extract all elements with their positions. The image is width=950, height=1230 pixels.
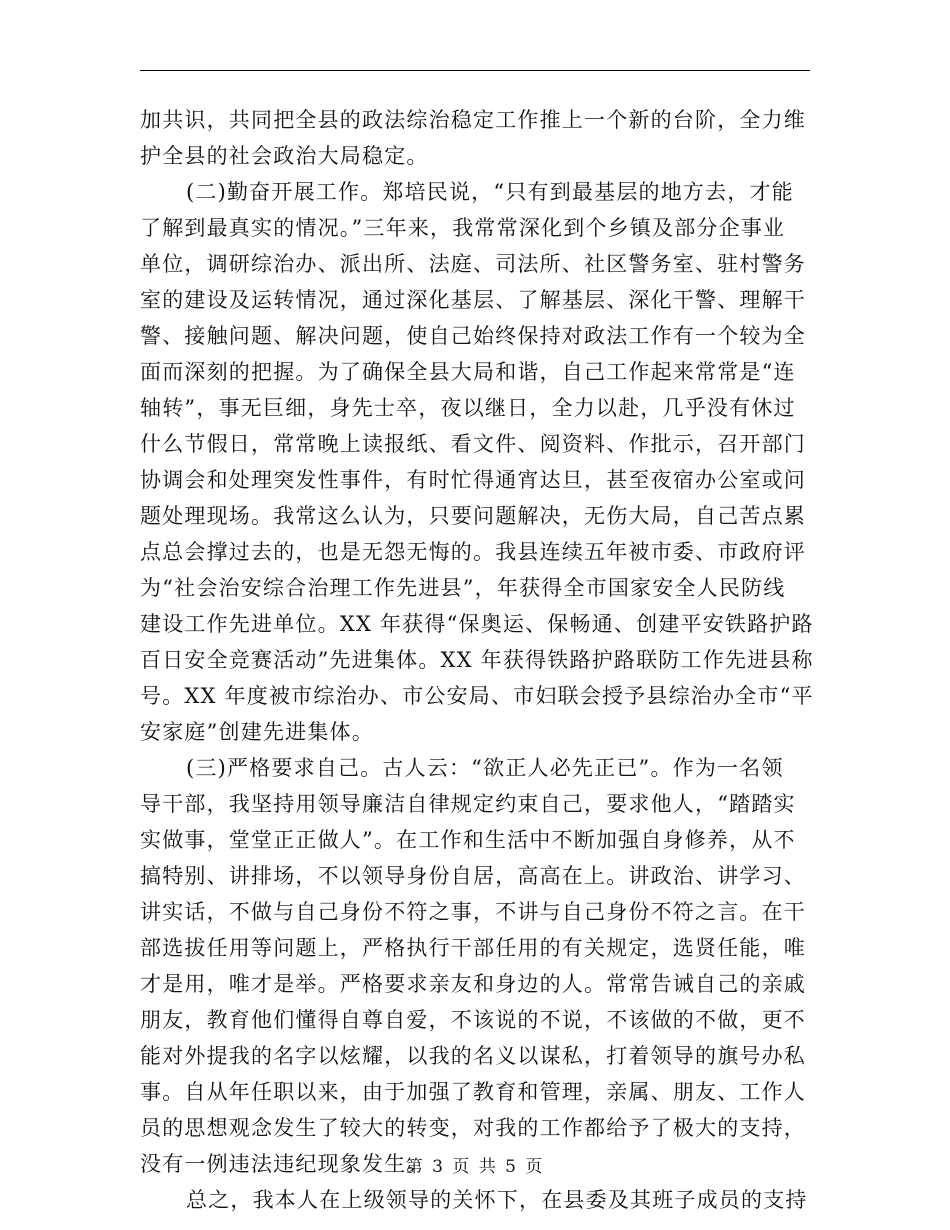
text-line: 警、接触问题、解决问题，使自己始终保持对政法工作有一个较为全 — [140, 324, 806, 348]
document-body — [140, 102, 814, 1218]
text-line: 搞特别、讲排场，不以领导身份自居，高高在上。讲政治、讲学习、 — [140, 864, 806, 888]
text-line: 百日安全竞赛活动”先进集体。XX 年获得铁路护路联防工作先进县称 — [140, 648, 814, 672]
text-line: 室的建设及运转情况，通过深化基层、了解基层、深化干警、理解干 — [140, 288, 806, 312]
text-line: 讲实话，不做与自己身份不符之事，不讲与自己身份不符之言。在干 — [140, 900, 806, 924]
text-line: 部选拔任用等问题上，严格执行干部任用的有关规定，选贤任能，唯 — [140, 936, 806, 960]
text-line: 什么节假日，常常晚上读报纸、看文件、阅资料、作批示，召开部门 — [140, 432, 806, 456]
text-line: 建设工作先进单位。XX 年获得“保奥运、保畅通、创建平安铁路护路 — [140, 612, 814, 636]
text-line: 为“社会治安综合治理工作先进县”，年获得全市国家安全人民防线 — [140, 576, 786, 600]
text-line: 员的思想观念发生了较大的转变，对我的工作都给予了极大的支持， — [140, 1116, 806, 1140]
paragraph-start-line: 总之，我本人在上级领导的关怀下，在县委及其班子成员的支持 — [186, 1188, 808, 1212]
header-rule — [140, 70, 810, 71]
text-line: 事。自从年任职以来，由于加强了教育和管理，亲属、朋友、工作人 — [140, 1080, 806, 1104]
paragraph-start-line: (三)严格要求自己。古人云：“欲正人必先正已”。作为一名领 — [186, 756, 784, 780]
text-line: 题处理现场。我常这么认为，只要问题解决，无伤大局，自己苦点累 — [140, 504, 806, 528]
text-line: 协调会和处理突发性事件，有时忙得通宵达旦，甚至夜宿办公室或问 — [140, 468, 806, 492]
page-number-footer: 第 3 页 共 5 页 — [405, 1157, 545, 1177]
text-line: 了解到最真实的情况。”三年来，我常常深化到个乡镇及部分企事业 — [140, 216, 786, 240]
text-line: 号。XX 年度被市综治办、市公安局、市妇联会授予县综治办全市“平 — [140, 684, 814, 708]
text-line: 点总会撑过去的，也是无怨无悔的。我县连续五年被市委、市政府评 — [140, 540, 806, 564]
text-line: 面而深刻的把握。为了确保全县大局和谐，自己工作起来常常是“连 — [140, 360, 796, 384]
text-line: 导干部，我坚持用领导廉洁自律规定约束自己，要求他人，“踏踏实 — [140, 792, 796, 816]
text-line: 单位，调研综治办、派出所、法庭、司法所、社区警务室、驻村警务 — [140, 252, 806, 276]
text-line: 轴转”，事无巨细，身先士卒，夜以继日，全力以赴，几乎没有休过 — [140, 396, 796, 420]
text-line: 能对外提我的名字以炫耀，以我的名义以谋私，打着领导的旗号办私 — [140, 1044, 806, 1068]
paragraph-start-line: (二)勤奋开展工作。郑培民说，“只有到最基层的地方去，才能 — [186, 180, 794, 204]
text-line: 安家庭”创建先进集体。 — [140, 720, 374, 744]
text-line: 没有一例违法违纪现象发生。 — [140, 1152, 429, 1176]
text-line: 才是用，唯才是举。严格要求亲友和身边的人。常常告诫自己的亲戚 — [140, 972, 806, 996]
text-line: 朋友，教育他们懂得自尊自爱，不该说的不说，不该做的不做，更不 — [140, 1008, 806, 1032]
text-line: 护全县的社会政治大局稳定。 — [140, 144, 429, 168]
text-line: 加共识，共同把全县的政法综治稳定工作推上一个新的台阶，全力维 — [140, 108, 806, 132]
text-line: 实做事，堂堂正正做人”。在工作和生活中不断加强自身修养，从不 — [140, 828, 796, 852]
